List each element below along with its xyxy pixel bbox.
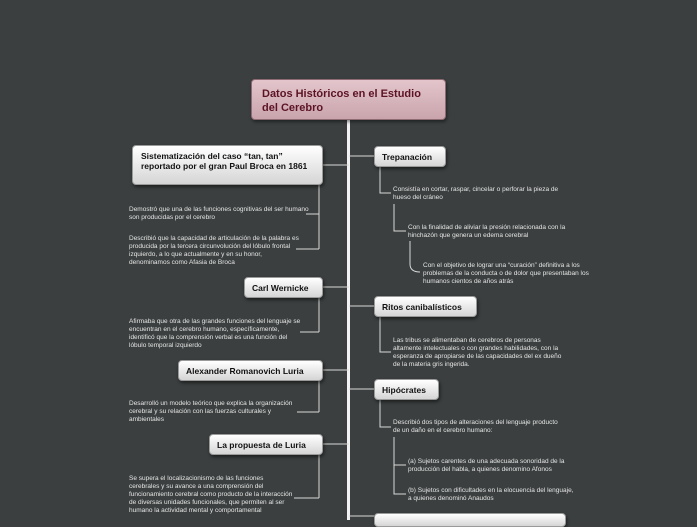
topic-broca[interactable]: Sistematización del caso “tan, tan” reportado por el gran Paul Broca en 1861 xyxy=(132,145,323,185)
note-wernicke: Afirmaba que otra de las grandes funciones del lenguaje se encuentran en el cerebro humano, específicamente, identificó que la comprensión verbal es una función del lóbulo temporal izquierdo xyxy=(129,318,301,349)
central-topic[interactable]: Datos Históricos en el Estudio del Cerebro xyxy=(251,79,446,120)
topic-partial-bottom[interactable] xyxy=(374,513,566,527)
note-propuesta-luria: Se supera el localizacionismo de las funciones cerebrales y su avance a una comprensión del funcionamiento cerebral como producto de la interacción de diversas unidades funcionales, que permiten al ser humano la actividad mental y comportamental xyxy=(129,475,293,514)
topic-hipocrates[interactable]: Hipócrates xyxy=(374,379,439,400)
note-hipocrates-2: (a) Sujetos carentes de una adecuada sonoridad de la producción del habla, a quienes denomino Afonos xyxy=(408,458,565,473)
note-trepanacion-1: Consistía en cortar, raspar, cincelar o perforar la pieza de hueso del cráneo xyxy=(393,186,559,201)
topic-trepanacion[interactable]: Trepanación xyxy=(374,146,446,167)
topic-propuesta-luria[interactable]: La propuesta de Luria xyxy=(209,434,323,455)
note-hipocrates-3: (b) Sujetos con dificultades en la elocuencia del lenguaje, a quienes denominó Anaudos xyxy=(408,487,574,502)
note-broca-1: Demostró que una de las funciones cognitivas del ser humano son producidas por el cerebro xyxy=(129,206,309,221)
note-hipocrates-1: Describió dos tipos de alteraciones del lenguaje producto de un daño en el cerebro humano: xyxy=(393,419,558,434)
topic-luria[interactable]: Alexander Romanovich Luria xyxy=(178,360,323,381)
note-trepanacion-3: Con el objetivo de lograr una “curación” definitiva a los problemas de la conducta o de dolor que presentaban los humanos cientos de años atrás xyxy=(423,262,589,285)
note-broca-2: Describió que la capacidad de articulación de la palabra es producida por la tercera circunvolución del lóbulo frontal izquierdo, a lo que actualmente y en su honor, denominamos como Afasia de Broca xyxy=(129,235,299,266)
topic-wernicke[interactable]: Carl Wernicke xyxy=(244,277,323,298)
topic-ritos-canibalisticos[interactable]: Ritos canibalísticos xyxy=(374,296,477,317)
note-luria: Desarrolló un modelo teórico que explica la organización cerebral y su relación con las fuerzas culturales y ambientales xyxy=(129,400,293,423)
note-ritos: Las tribus se alimentaban de cerebros de personas altamente intelectuales o con grandes habilidades, con la esperanza de apropiarse de las capacidades del ex dueño de la materia gris ingerida. xyxy=(393,337,562,368)
note-trepanacion-2: Con la finalidad de aliviar la presión relacionada con la hinchazón que genera un edema cerebral xyxy=(408,224,566,239)
